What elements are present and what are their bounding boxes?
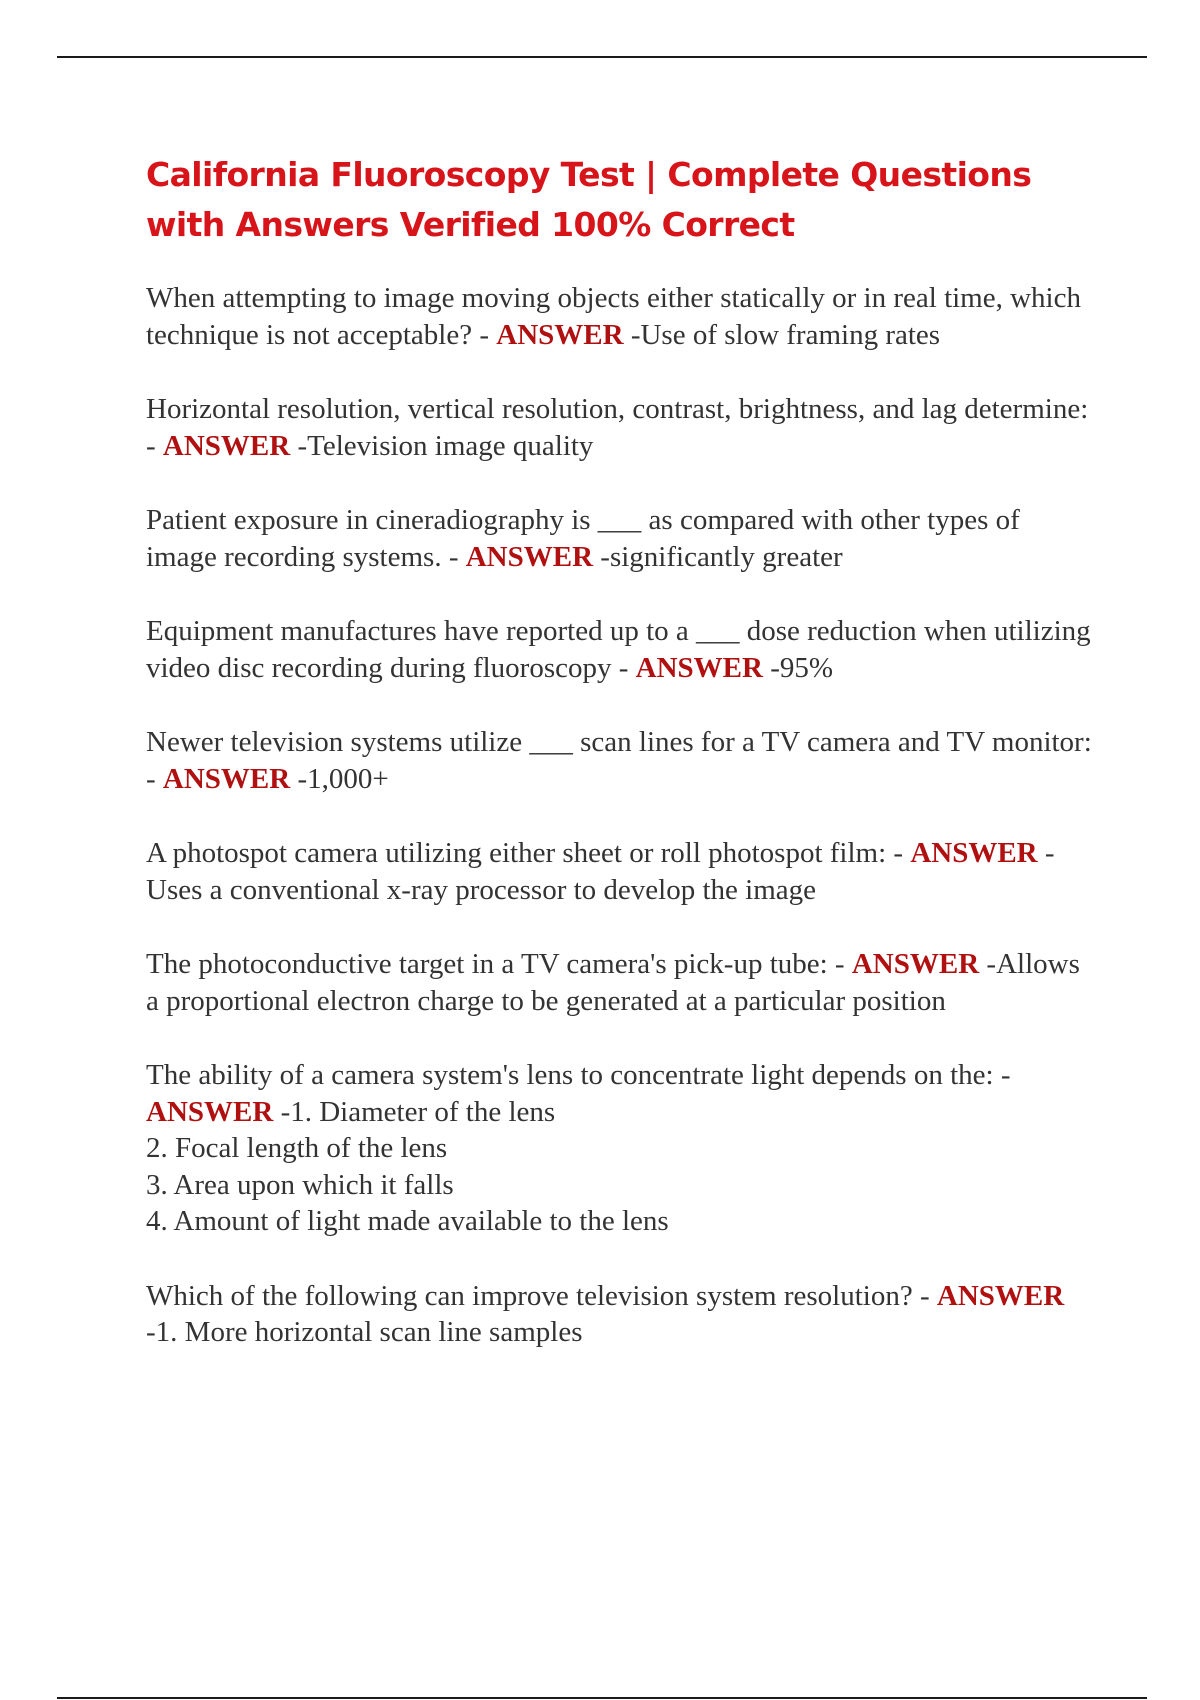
answer-text: -1. Diameter of the lens	[273, 1095, 556, 1128]
answer-label: ANSWER	[635, 651, 763, 684]
answer-text: -95%	[762, 651, 834, 684]
answer-label: ANSWER	[851, 948, 980, 980]
answer-list-line: 2. Focal length of the lens	[146, 1132, 448, 1164]
top-divider	[57, 56, 1147, 58]
qa-item	[146, 280, 1096, 353]
qa-item	[146, 613, 1096, 686]
question-text: The photoconductive target in a TV camera's pick-up tube: -	[146, 948, 852, 980]
answer-text: -Allows a proportional electron charge to be generated at a particular position	[146, 948, 1080, 1017]
answer-text: -Use of slow framing rates	[623, 318, 941, 351]
question-text: A photospot camera utilizing either sheet or roll photospot film: -	[146, 837, 911, 869]
answer-list-line: 4. Amount of light made available to the lens	[146, 1205, 669, 1237]
qa-item	[146, 946, 1096, 1019]
question-text: When attempting to image moving objects either statically or in real time, which technique is not acceptable? -	[146, 282, 1081, 351]
qa-item	[146, 724, 1096, 797]
bottom-divider	[57, 1697, 1147, 1699]
answer-label: ANSWER	[162, 762, 291, 795]
answer-text: -Television image quality	[290, 429, 594, 462]
answer-list-line: 3. Area upon which it falls	[146, 1168, 454, 1201]
answer-label: ANSWER	[162, 429, 291, 462]
qa-item	[146, 391, 1096, 464]
question-text: Equipment manufactures have reported up to a ___ dose reduction when utilizing video disc recording during fluoroscopy -	[146, 615, 1091, 684]
answer-text: -significantly greater	[593, 540, 843, 573]
question-text: Newer television systems utilize ___ scan lines for a TV camera and TV monitor: -	[146, 726, 1092, 795]
qa-item	[146, 835, 1096, 908]
document-title: California Fluoroscopy Test | Complete Questions with Answers Verified 100% Correct	[146, 155, 1032, 244]
qa-list	[146, 280, 1096, 1389]
question-text: Which of the following can improve television system resolution? -	[146, 1279, 937, 1312]
answer-label: ANSWER	[146, 1095, 274, 1128]
answer-label: ANSWER	[465, 540, 594, 573]
qa-item	[146, 1278, 1096, 1351]
answer-label: ANSWER	[496, 318, 624, 351]
question-text: Patient exposure in cineradiography is ___ as compared with other types of image recording systems. -	[146, 504, 1020, 573]
answer-label: ANSWER	[910, 837, 1038, 869]
answer-text: -1. More horizontal scan line samples	[146, 1316, 583, 1348]
answer-text: -Uses a conventional x-ray processor to develop the image	[146, 837, 1055, 906]
question-text: Horizontal resolution, vertical resolution, contrast, brightness, and lag determine: -	[146, 393, 1089, 462]
answer-text: -1,000+	[290, 762, 389, 795]
question-text: The ability of a camera system's lens to concentrate light depends on the: -	[146, 1059, 1011, 1091]
qa-item	[146, 1057, 1096, 1240]
qa-item	[146, 502, 1096, 575]
answer-label: ANSWER	[936, 1279, 1065, 1312]
